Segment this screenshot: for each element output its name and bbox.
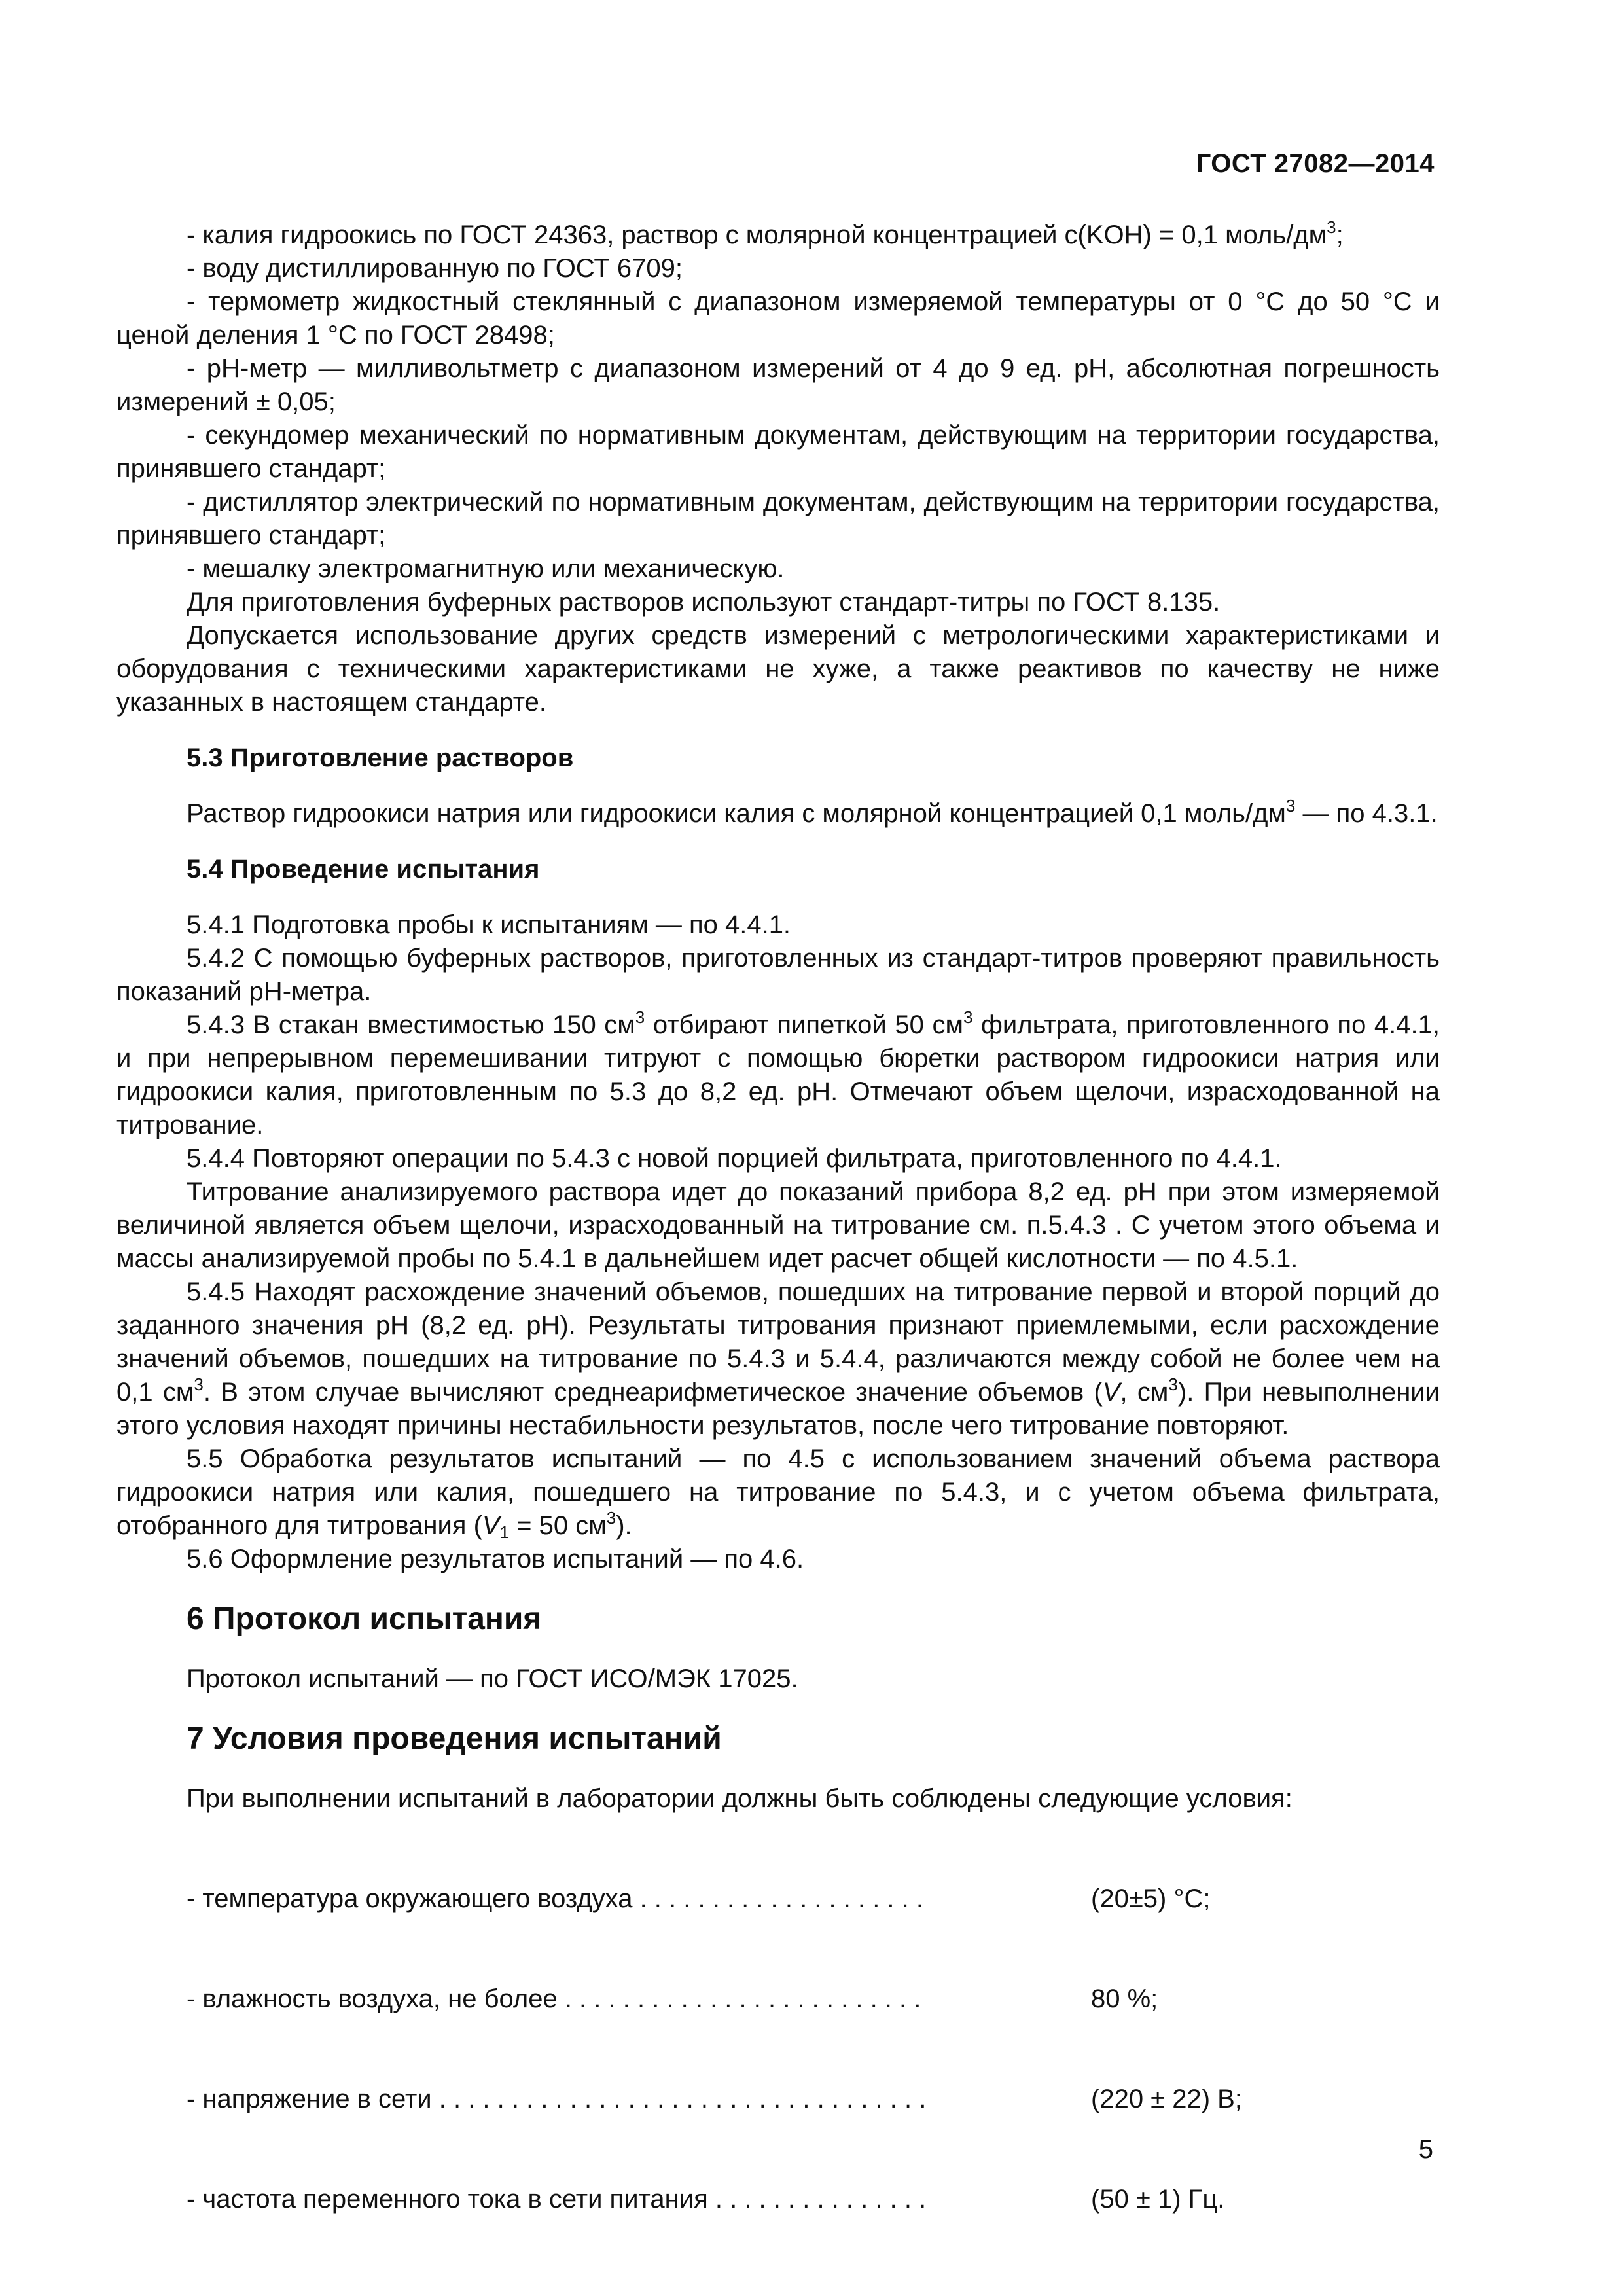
section-7-intro: При выполнении испытаний в лаборатории должны быть соблюдены следующие условия: xyxy=(187,1784,1293,1813)
document-header: ГОСТ 27082—2014 xyxy=(1196,149,1435,178)
section-6-title: 6 Протокол испытания xyxy=(187,1602,542,1636)
equipment-stirrer: - мешалку электромагнитную или механическую. xyxy=(187,554,785,583)
equipment-water: - воду дистиллированную по ГОСТ 6709; xyxy=(187,254,683,283)
buffer-note: Для приготовления буферных растворов используют стандарт-титры по ГОСТ 8.135. xyxy=(187,588,1221,617)
condition-frequency: - частота переменного тока в сети питания . . . . . . . . . . . . . . . (50 ± 1) Гц. xyxy=(187,2185,1225,2214)
para-5-4-2: 5.4.2 С помощью буферных растворов, приготовленных из стандарт-титров проверяют правильность показаний pH-метра. xyxy=(116,944,1440,1006)
equipment-distiller: - дистиллятор электрический по нормативным документам, действующим на территории государства, принявшего стандарт; xyxy=(116,488,1440,550)
para-5-4-3: 5.4.3 В стакан вместимостью 150 $см^3$ отбирают пипеткой 50 $см^3$ фильтрата, приготовленного по 4.4.1, и при непрерывном перемешивании титруют с помощью бюретки раствором гидроокиси натрия или гидроокиси калия, приготовленным по 5.3 до 8,2 ед. pH. Отмечают объем щелочи, израсходованной на титрование. xyxy=(116,1007,1440,1139)
section-5-4-title: 5.4 Проведение испытания xyxy=(187,855,540,884)
equipment-thermometer: - термометр жидкостный стеклянный с диапазоном измеряемой температуры от 0 °С до 50 °С и ценой деления 1 °С по ГОСТ 28498; xyxy=(116,287,1440,350)
condition-voltage: - напряжение в сети . . . . . . . . . . . . . . . . . . . . . . . . . . . . . . . . . . (220 ± 22) В; xyxy=(187,2085,1242,2113)
para-5-6: 5.6 Оформление результатов испытаний — по 4.6. xyxy=(187,1545,804,1573)
equipment-koh: - калия гидроокись по ГОСТ 24363, раствор с молярной концентрацией c(KOH) = 0,1 моль/$дм^3$; xyxy=(187,217,1344,249)
section-6-text: Протокол испытаний — по ГОСТ ИСО/МЭК 17025. xyxy=(187,1664,798,1693)
conditions-list xyxy=(116,1816,1440,2283)
condition-humidity: - влажность воздуха, не более . . . . . . . . . . . . . . . . . . . . . . . . . 80 %; xyxy=(187,1984,1158,2013)
allowed-note: Допускается использование других средств измерений с метрологическими характеристиками и оборудования с техническими характеристиками не хуже, а также реактивов по качеству не ниже указанных в настоящем стандарте. xyxy=(116,621,1440,717)
equipment-stopwatch: - секундомер механический по нормативным документам, действующим на территории государства, принявшего стандарт; xyxy=(116,421,1440,483)
para-5-5: 5.5 Обработка результатов испытаний — по 4.5 с использованием значений объема раствора гидроокиси натрия или калия, пошедшего на титрование по 5.4.3, и с учетом объема фильтрата, отобранного для титрования ($V_1 = 50$ $см^3$). xyxy=(116,1444,1440,1542)
condition-temperature: - температура окружающего воздуха . . . . . . . . . . . . . . . . . . . . (20±5) °С; xyxy=(187,1884,1211,1913)
section-5-3-title: 5.3 Приготовление растворов xyxy=(187,744,574,772)
para-titration: Титрование анализируемого раствора идет до показаний прибора 8,2 ед. pH при этом измеряемой величиной является объем щелочи, израсходованный на титрование см. п.5.4.3 . С учетом этого объема и массы анализируемой пробы по 5.4.1 в дальнейшем идет расчет общей кислотности — по 4.5.1. xyxy=(116,1177,1440,1273)
para-5-4-1: 5.4.1 Подготовка пробы к испытаниям — по 4.4.1. xyxy=(187,910,791,939)
section-5-3-text: Раствор гидроокиси натрия или гидроокиси калия с молярной концентрацией 0,1 моль/$дм^3$ — по 4.3.1. xyxy=(187,796,1438,828)
section-7-title: 7 Условия проведения испытаний xyxy=(187,1721,722,1756)
equipment-ph-meter: - pH-метр — милливольтметр с диапазоном измерений от 4 до 9 ед. pH, абсолютная погрешность измерений ± 0,05; xyxy=(116,354,1440,416)
para-5-4-4: 5.4.4 Повторяют операции по 5.4.3 с новой порцией фильтрата, приготовленного по 4.4.1. xyxy=(187,1144,1282,1173)
para-5-4-5: 5.4.5 Находят расхождение значений объемов, пошедших на титрование первой и второй порций до заданного значения pH (8,2 ед. pH). Результаты титрования признают приемлемыми, если расхождение значений объемов, пошедших на титрование по 5.4.3 и 5.4.4, различаются между собой не более чем на 0,1 $см^3$. В этом случае вычисляют среднеарифметическое значение объемов (V, $см^3$). При невыполнении этого условия находят причины нестабильности результатов, после чего титрование повторяют. xyxy=(116,1278,1440,1440)
document-body xyxy=(116,219,1440,2283)
page-number: 5 xyxy=(1418,2135,1433,2164)
